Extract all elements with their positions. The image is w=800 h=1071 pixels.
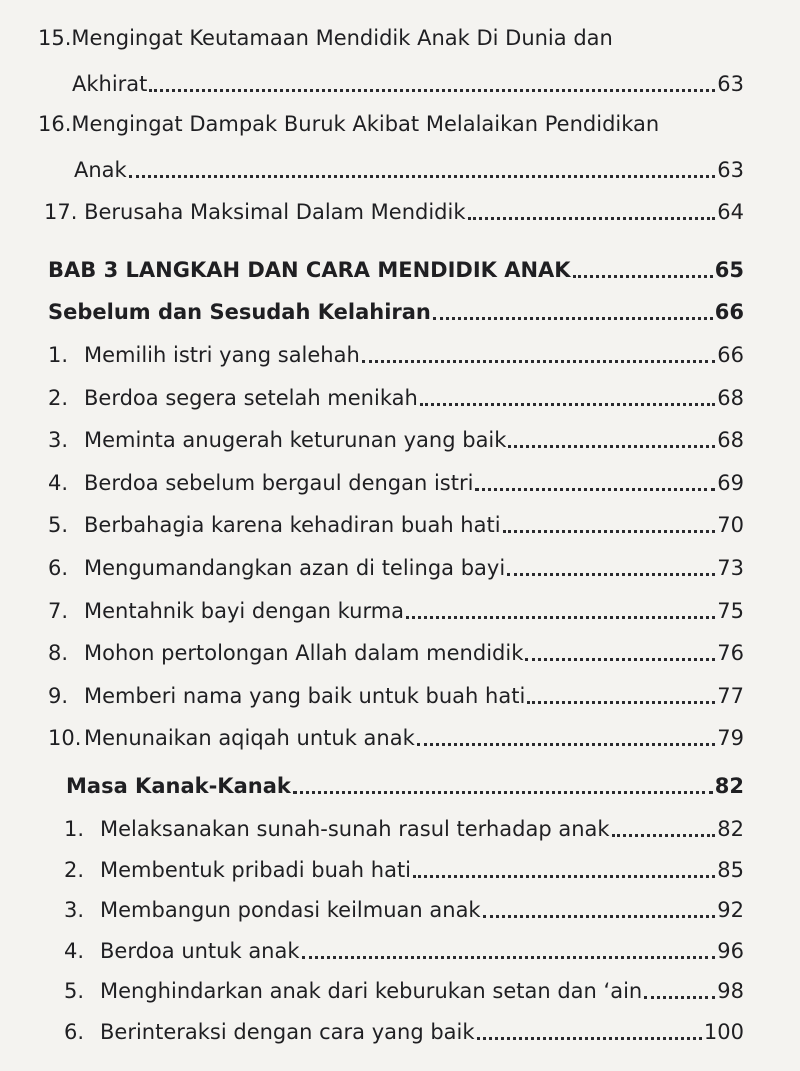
leader-dots <box>468 217 716 220</box>
toc-item-number: 4. <box>64 938 85 963</box>
toc-item-number: 4. <box>48 470 69 495</box>
toc-page-number: 68 <box>717 428 744 453</box>
toc-page-number: 100 <box>703 1020 744 1044</box>
toc-item[interactable] <box>48 682 744 710</box>
toc-item-number: 8. <box>48 641 69 666</box>
leader-dots <box>293 791 713 794</box>
toc-page-number: 92 <box>717 898 744 923</box>
leader-dots <box>612 834 716 837</box>
toc-page-number: 98 <box>717 979 744 1004</box>
toc-page-number: 82 <box>717 817 744 841</box>
toc-entry-title-cont: Anak <box>74 158 127 182</box>
toc-section-heading[interactable] <box>66 772 744 800</box>
leader-dots <box>406 616 715 619</box>
toc-entry-number: 17. <box>44 200 78 224</box>
toc-item[interactable] <box>48 341 744 369</box>
toc-item[interactable] <box>48 597 744 625</box>
leader-dots <box>475 488 715 491</box>
leader-dots <box>644 996 715 999</box>
leader-dots <box>477 1037 702 1040</box>
toc-entry-title: Berusaha Maksimal Dalam Mendidik <box>84 200 466 224</box>
leader-dots <box>149 89 715 92</box>
leader-dots <box>483 915 716 918</box>
leader-dots <box>413 875 715 878</box>
toc-item-number: 6. <box>64 1020 85 1044</box>
toc-item-title: Melaksanakan sunah-sunah rasul terhadap anak <box>100 817 610 841</box>
chapter-title: BAB 3 LANGKAH DAN CARA MENDIDIK ANAK <box>48 258 571 282</box>
toc-item-number: 7. <box>48 598 69 623</box>
toc-item-title: Membangun pondasi keilmuan anak <box>100 898 481 923</box>
toc-page-number: 76 <box>717 641 744 666</box>
toc-item[interactable] <box>48 724 744 752</box>
toc-entry-15-line1 <box>38 24 613 52</box>
toc-entry-number: 15. <box>38 26 72 50</box>
toc-entry-16-line2[interactable] <box>74 156 744 184</box>
toc-page-number: 65 <box>714 258 744 282</box>
toc-item-number: 1. <box>64 817 85 841</box>
toc-item-title: Membentuk pribadi buah hati <box>100 857 412 882</box>
toc-item[interactable] <box>64 815 744 843</box>
toc-item-title: Berdoa sebelum bergaul dengan istri <box>84 470 474 495</box>
toc-item-title: Berbahagia karena kehadiran buah hati <box>84 513 501 538</box>
toc-item[interactable] <box>48 639 744 667</box>
toc-item-number: 10. <box>48 726 82 751</box>
toc-page-number: 66 <box>717 343 744 367</box>
toc-page-number: 96 <box>717 938 744 963</box>
leader-dots <box>527 701 715 704</box>
leader-dots <box>302 956 716 959</box>
toc-item-title: Memilih istri yang salehah <box>84 343 360 367</box>
section-title: Sebelum dan Sesudah Kelahiran <box>48 300 431 324</box>
toc-item-number: 5. <box>48 513 69 538</box>
toc-item-number: 3. <box>48 428 69 453</box>
leader-dots <box>420 403 715 406</box>
leader-dots <box>129 175 716 178</box>
leader-dots <box>433 317 713 320</box>
toc-item-number: 3. <box>64 898 85 923</box>
toc-page-number: 85 <box>717 857 744 882</box>
leader-dots <box>573 275 713 278</box>
toc-entry-16-line1 <box>38 110 659 138</box>
toc-item[interactable] <box>48 426 744 454</box>
toc-item[interactable] <box>48 384 744 412</box>
toc-entry-title-cont: Akhirat <box>72 72 148 96</box>
toc-page-number: 75 <box>717 598 744 623</box>
toc-item[interactable] <box>64 937 744 965</box>
toc-page-number: 73 <box>717 556 744 580</box>
toc-item[interactable] <box>64 896 744 924</box>
toc-chapter-heading[interactable] <box>48 256 744 284</box>
toc-page-number: 68 <box>717 385 744 410</box>
toc-page-number: 77 <box>717 683 744 708</box>
toc-item-number: 1. <box>48 343 69 367</box>
toc-page-number: 66 <box>714 300 744 324</box>
toc-page-number: 63 <box>717 72 744 96</box>
section-title: Masa Kanak-Kanak <box>66 774 291 798</box>
toc-item-title: Menunaikan aqiqah untuk anak <box>84 726 415 751</box>
toc-item-number: 2. <box>64 857 85 882</box>
toc-entry-17[interactable] <box>44 198 744 226</box>
toc-item[interactable] <box>48 511 744 539</box>
leader-dots <box>503 530 716 533</box>
toc-item-title: Memberi nama yang baik untuk buah hati <box>84 683 526 708</box>
toc-item-title: Berdoa untuk anak <box>100 938 300 963</box>
toc-item-number: 6. <box>48 556 69 580</box>
toc-item-title: Berdoa segera setelah menikah <box>84 385 418 410</box>
toc-page-number: 69 <box>717 470 744 495</box>
toc-item-title: Mentahnik bayi dengan kurma <box>84 598 405 623</box>
toc-item[interactable] <box>48 469 744 497</box>
toc-item-title: Meminta anugerah keturunan yang baik <box>84 428 507 453</box>
toc-item-number: 9. <box>48 683 69 708</box>
toc-section-heading[interactable] <box>48 298 744 326</box>
toc-item-title: Mengumandangkan azan di telinga bayi <box>84 556 506 580</box>
toc-page-number: 79 <box>717 726 744 751</box>
toc-item-title: Berinteraksi dengan cara yang baik <box>100 1020 475 1044</box>
toc-entry-15-line2[interactable] <box>72 70 744 98</box>
toc-item-title: Menghindarkan anak dari keburukan setan dan ‘ain <box>100 979 643 1004</box>
toc-item[interactable] <box>64 1018 744 1046</box>
toc-page-number: 70 <box>717 513 744 538</box>
toc-item[interactable] <box>64 977 744 1005</box>
toc-entry-title: Mengingat Keutamaan Mendidik Anak Di Dunia dan <box>71 26 613 50</box>
toc-page-number: 82 <box>714 774 744 798</box>
toc-entry-number: 16. <box>38 112 72 136</box>
leader-dots <box>362 360 715 363</box>
leader-dots <box>508 445 715 448</box>
leader-dots <box>525 658 715 661</box>
toc-item-number: 2. <box>48 385 69 410</box>
toc-item-number: 5. <box>64 979 85 1004</box>
toc-page-number: 64 <box>717 200 744 224</box>
toc-item[interactable] <box>64 856 744 884</box>
toc-item[interactable] <box>48 554 744 582</box>
toc-item-title: Mohon pertolongan Allah dalam mendidik <box>84 641 524 666</box>
leader-dots <box>507 573 715 576</box>
leader-dots <box>417 743 716 746</box>
toc-entry-title: Mengingat Dampak Buruk Akibat Melalaikan Pendidikan <box>71 112 660 136</box>
toc-page-number: 63 <box>717 158 744 182</box>
